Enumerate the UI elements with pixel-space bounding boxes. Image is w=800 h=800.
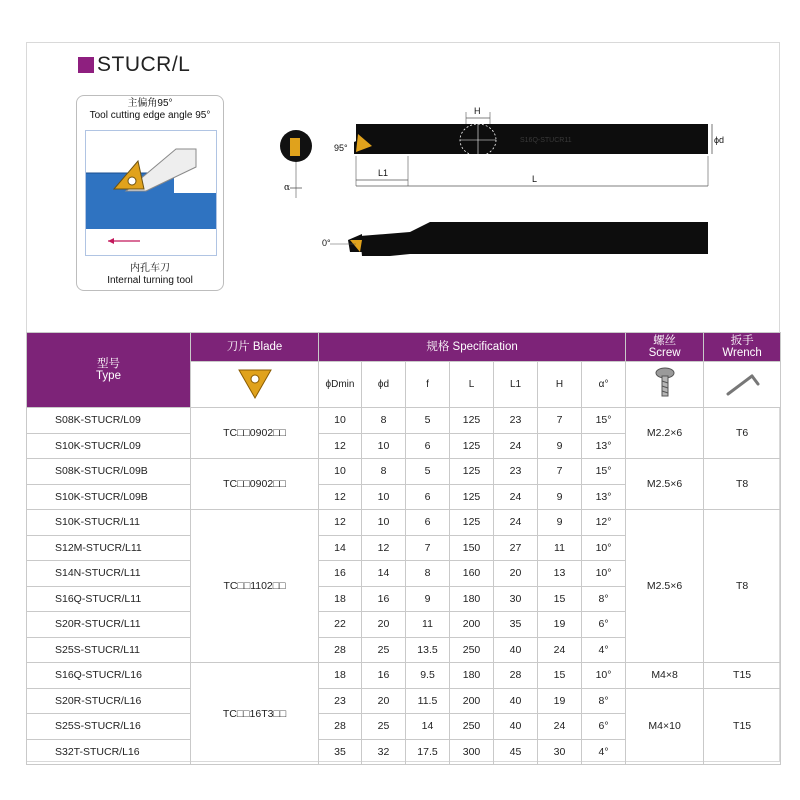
- wrench-cell: T8: [704, 510, 781, 663]
- card-caption-en: Internal turning tool: [107, 275, 193, 286]
- alpha-cell: 15°: [582, 408, 626, 434]
- table-row: [27, 408, 781, 434]
- l1-cell: 23: [494, 408, 538, 434]
- f-cell: 11.5: [406, 688, 450, 714]
- dmin-cell: 18: [319, 663, 362, 689]
- type-cell: S16Q-STUCR/L16: [27, 663, 191, 689]
- f-cell: 6: [406, 484, 450, 510]
- blade-cell: TC□□1102□□: [191, 510, 319, 663]
- blade-cell: TC□□16T3□□: [191, 663, 319, 765]
- screw-cell: M4×8: [626, 663, 704, 689]
- alpha-cell: 10°: [582, 535, 626, 561]
- triangle-insert-icon: [235, 364, 275, 402]
- type-cell: S08K-STUCR/L09B: [27, 459, 191, 485]
- sub-dmin: ϕDmin: [319, 362, 362, 408]
- dmin-cell: 22: [319, 612, 362, 638]
- screw-icon-cell: [626, 362, 704, 408]
- dmin-cell: 14: [319, 535, 362, 561]
- l-cell: 180: [450, 663, 494, 689]
- f-cell: 9.5: [406, 663, 450, 689]
- d-cell: 16: [362, 586, 406, 612]
- type-cell: S16Q-STUCR/L11: [27, 586, 191, 612]
- end-view-insert: [290, 138, 300, 156]
- h-cell: 7: [538, 459, 582, 485]
- card-title-en: Tool cutting edge angle 95°: [89, 110, 211, 121]
- title-block: [78, 53, 190, 77]
- h-cell: 13: [538, 561, 582, 587]
- f-cell: 6: [406, 433, 450, 459]
- type-cell: S32T-STUCR/L16: [27, 739, 191, 765]
- l-cell: 250: [450, 637, 494, 663]
- blade-icon-cell: [191, 362, 319, 408]
- wrench-cell: T6: [704, 408, 781, 459]
- type-cell: S14N-STUCR/L11: [27, 561, 191, 587]
- type-cell: S08K-STUCR/L09: [27, 408, 191, 434]
- l-cell: 125: [450, 433, 494, 459]
- l-cell: 125: [450, 484, 494, 510]
- f-cell: 14: [406, 714, 450, 740]
- d-cell: 10: [362, 510, 406, 536]
- h-cell: 24: [538, 637, 582, 663]
- sub-f: f: [406, 362, 450, 408]
- screw-header-cn: 螺丝: [653, 335, 677, 347]
- dmin-cell: 18: [319, 586, 362, 612]
- h-cell: 24: [538, 714, 582, 740]
- wrench-cell: T8: [704, 459, 781, 510]
- l1-cell: 35: [494, 612, 538, 638]
- table-row: [27, 688, 781, 714]
- d-cell: 8: [362, 459, 406, 485]
- f-cell: 6: [406, 510, 450, 536]
- l1-cell: 23: [494, 459, 538, 485]
- l-cell: 160: [450, 561, 494, 587]
- dmin-cell: 23: [319, 688, 362, 714]
- sub-alpha: α°: [582, 362, 626, 408]
- wrench-header: [704, 333, 781, 362]
- h-cell: 15: [538, 663, 582, 689]
- l1-cell: 30: [494, 586, 538, 612]
- l-cell: 125: [450, 459, 494, 485]
- l1-cell: 24: [494, 433, 538, 459]
- l1-cell: 40: [494, 688, 538, 714]
- screw-cell: M2.5×6: [626, 459, 704, 510]
- l1-cell: 28: [494, 663, 538, 689]
- wrench-icon: [722, 366, 762, 400]
- dmin-cell: 12: [319, 433, 362, 459]
- card-title-cn: 主偏角95°: [127, 98, 173, 109]
- l1-cell: 24: [494, 484, 538, 510]
- l-cell: 200: [450, 688, 494, 714]
- lower-tool-bar: [360, 222, 708, 256]
- sub-l1: L1: [494, 362, 538, 408]
- wrench-icon-cell: [704, 362, 781, 408]
- f-cell: 5: [406, 408, 450, 434]
- d-cell: 25: [362, 637, 406, 663]
- tool-angle-card: [76, 95, 224, 291]
- l1-cell: 40: [494, 714, 538, 740]
- screw-cell: M2.2×6: [626, 408, 704, 459]
- alpha-cell: 10°: [582, 663, 626, 689]
- card-title: [77, 98, 223, 122]
- screw-cell: M2.5×6: [626, 510, 704, 663]
- alpha-cell: 6°: [582, 612, 626, 638]
- alpha-cell: 8°: [582, 586, 626, 612]
- d-cell: 10: [362, 484, 406, 510]
- l-cell: 180: [450, 586, 494, 612]
- specification-table: [26, 332, 781, 765]
- type-cell: S25S-STUCR/L16: [27, 714, 191, 740]
- h-cell: 11: [538, 535, 582, 561]
- sub-h: H: [538, 362, 582, 408]
- turning-illustration: [85, 130, 217, 256]
- table-row: [27, 663, 781, 689]
- shank-marking: S16Q-STUCR11: [520, 137, 572, 144]
- wrench-cell: T15: [704, 688, 781, 765]
- type-cell: S10K-STUCR/L11: [27, 510, 191, 536]
- wrench-cell: T15: [704, 663, 781, 689]
- h-cell: 30: [538, 739, 582, 765]
- l-cell: 150: [450, 535, 494, 561]
- tool-drawing: [270, 100, 725, 290]
- f-cell: 13.5: [406, 637, 450, 663]
- alpha-cell: 4°: [582, 637, 626, 663]
- l1-cell: 40: [494, 637, 538, 663]
- sub-d: ϕd: [362, 362, 406, 408]
- screw-cell: M4×10: [626, 688, 704, 765]
- h-cell: 9: [538, 510, 582, 536]
- zero-angle-label: 0°: [322, 238, 331, 248]
- card-caption-cn: 内孔车刀: [130, 263, 170, 274]
- f-cell: 11: [406, 612, 450, 638]
- type-cell: S20R-STUCR/L11: [27, 612, 191, 638]
- alpha-cell: 4°: [582, 739, 626, 765]
- dmin-cell: 12: [319, 510, 362, 536]
- f-cell: 9: [406, 586, 450, 612]
- dmin-cell: 10: [319, 459, 362, 485]
- type-cell: S10K-STUCR/L09: [27, 433, 191, 459]
- dmin-cell: 10: [319, 408, 362, 434]
- l1-cell: 27: [494, 535, 538, 561]
- l1-cell: 20: [494, 561, 538, 587]
- sub-l: L: [450, 362, 494, 408]
- type-header: [27, 333, 191, 408]
- h-cell: 19: [538, 688, 582, 714]
- blade-cell: TC□□0902□□: [191, 408, 319, 459]
- table-row: [27, 459, 781, 485]
- h-cell: 19: [538, 612, 582, 638]
- wrench-header-cn: 扳手: [730, 335, 754, 347]
- h-cell: 15: [538, 586, 582, 612]
- angle-label: 95°: [334, 143, 348, 153]
- h-cell: 9: [538, 484, 582, 510]
- f-cell: 5: [406, 459, 450, 485]
- d-label: ϕd: [714, 135, 725, 145]
- type-header-cn: 型号: [97, 358, 120, 370]
- l1-cell: 24: [494, 510, 538, 536]
- spec-header: 规格 Specification: [319, 333, 626, 362]
- d-cell: 20: [362, 688, 406, 714]
- f-cell: 17.5: [406, 739, 450, 765]
- h-cell: 9: [538, 433, 582, 459]
- l-label: L: [532, 174, 538, 184]
- blade-header: 刀片 Blade: [191, 333, 319, 362]
- l-cell: 125: [450, 510, 494, 536]
- l1-cell: 45: [494, 739, 538, 765]
- d-cell: 25: [362, 714, 406, 740]
- page-title: STUCR/L: [97, 53, 191, 76]
- wrench-header-en: Wrench: [722, 347, 762, 359]
- dmin-cell: 28: [319, 637, 362, 663]
- type-cell: S20R-STUCR/L16: [27, 688, 191, 714]
- l-cell: 200: [450, 612, 494, 638]
- dmin-cell: 35: [319, 739, 362, 765]
- f-cell: 7: [406, 535, 450, 561]
- title-marker: [78, 57, 94, 73]
- d-cell: 12: [362, 535, 406, 561]
- card-caption: [77, 263, 223, 287]
- dmin-cell: 12: [319, 484, 362, 510]
- screw-header-en: Screw: [648, 347, 681, 359]
- blade-cell: TC□□0902□□: [191, 459, 319, 510]
- d-cell: 32: [362, 739, 406, 765]
- l-cell: 250: [450, 714, 494, 740]
- screw-header: [626, 333, 704, 362]
- d-cell: 14: [362, 561, 406, 587]
- type-cell: S10K-STUCR/L09B: [27, 484, 191, 510]
- d-cell: 10: [362, 433, 406, 459]
- screw-icon: [650, 366, 680, 400]
- alpha-cell: 6°: [582, 714, 626, 740]
- f-cell: 8: [406, 561, 450, 587]
- d-cell: 8: [362, 408, 406, 434]
- d-cell: 16: [362, 663, 406, 689]
- alpha-cell: 12°: [582, 510, 626, 536]
- l-cell: 125: [450, 408, 494, 434]
- l-cell: 300: [450, 739, 494, 765]
- alpha-label: α: [284, 183, 291, 193]
- dmin-cell: 28: [319, 714, 362, 740]
- type-cell: S25S-STUCR/L11: [27, 637, 191, 663]
- alpha-cell: 15°: [582, 459, 626, 485]
- alpha-cell: 13°: [582, 484, 626, 510]
- h-cell: 7: [538, 408, 582, 434]
- turning-diagram: [86, 131, 216, 255]
- alpha-cell: 10°: [582, 561, 626, 587]
- alpha-cell: 8°: [582, 688, 626, 714]
- type-header-en: Type: [96, 370, 121, 382]
- alpha-cell: 13°: [582, 433, 626, 459]
- table-row: [27, 510, 781, 536]
- type-cell: S12M-STUCR/L11: [27, 535, 191, 561]
- dmin-cell: 16: [319, 561, 362, 587]
- d-cell: 20: [362, 612, 406, 638]
- l1-label: L1: [378, 168, 389, 178]
- h-label: H: [474, 106, 481, 116]
